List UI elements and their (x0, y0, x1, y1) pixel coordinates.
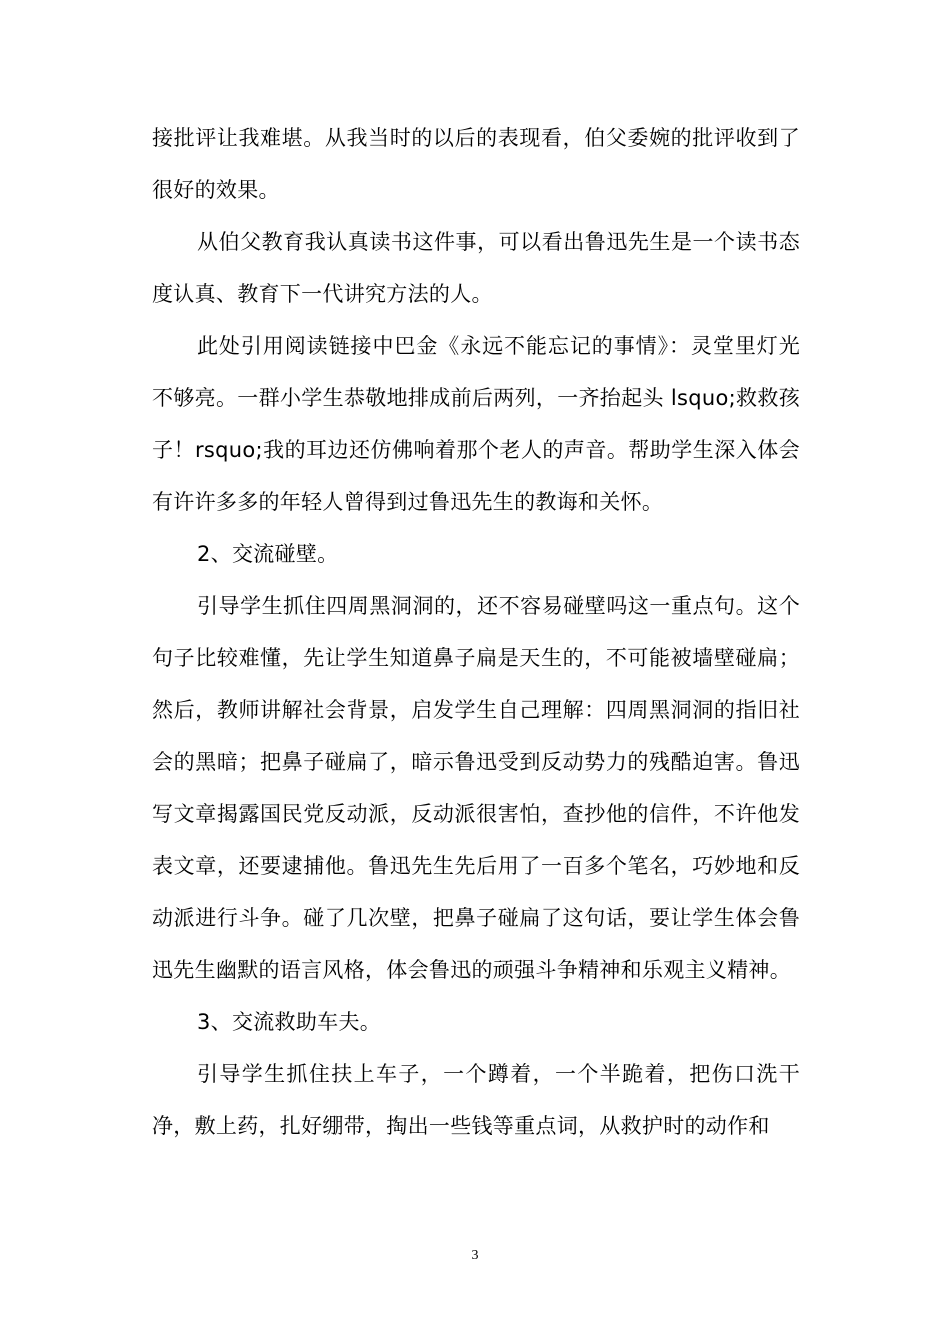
paragraph-continuation: 接批评让我难堪。从我当时的以后的表现看，伯父委婉的批评收到了很好的效果。 (152, 126, 800, 202)
paragraph-helping-driver: 引导学生抓住扶上车子，一个蹲着，一个半跪着，把伤口洗干净，敷上药，扎好绷带，掏出一些钱等重点词，从救护时的动作和 (152, 1062, 800, 1138)
paragraph-hitting-wall: 引导学生抓住四周黑洞洞的，还不容易碰壁吗这一重点句。这个句子比较难懂，先让学生知道鼻子扁是天生的，不可能被墙壁碰扁；然后，教师讲解社会背景，启发学生自己理解：四周黑洞洞的指旧社会的黑暗；把鼻子碰扁了，暗示鲁迅受到反动势力的残酷迫害。鲁迅写文章揭露国民党反动派，反动派很害怕，查抄他的信件，不许他发表文章，还要逮捕他。鲁迅先生先后用了一百多个笔名，巧妙地和反动派进行斗争。碰了几次壁，把鼻子碰扁了这句话，要让学生体会鲁迅先生幽默的语言风格，体会鲁迅的顽强斗争精神和乐观主义精神。 (152, 594, 800, 982)
heading-section-3: 3、交流救助车夫。 (197, 1010, 382, 1034)
page-number: 3 (471, 1248, 479, 1263)
heading-section-2: 2、交流碰壁。 (197, 542, 339, 566)
paragraph-quote-bajin: 此处引用阅读链接中巴金《永远不能忘记的事情》：灵堂里灯光不够亮。一群小学生恭敬地排成前后两列，一齐抬起头 lsquo;救救孩子！rsquo;我的耳边还仿佛响着那个老人的声音。帮助学生深入体会有许许多多的年轻人曾得到过鲁迅先生的教诲和关怀。 (152, 334, 800, 514)
document-body (152, 112, 800, 1152)
paragraph-reading-attitude: 从伯父教育我认真读书这件事，可以看出鲁迅先生是一个读书态度认真、教育下一代讲究方法的人。 (152, 230, 800, 306)
